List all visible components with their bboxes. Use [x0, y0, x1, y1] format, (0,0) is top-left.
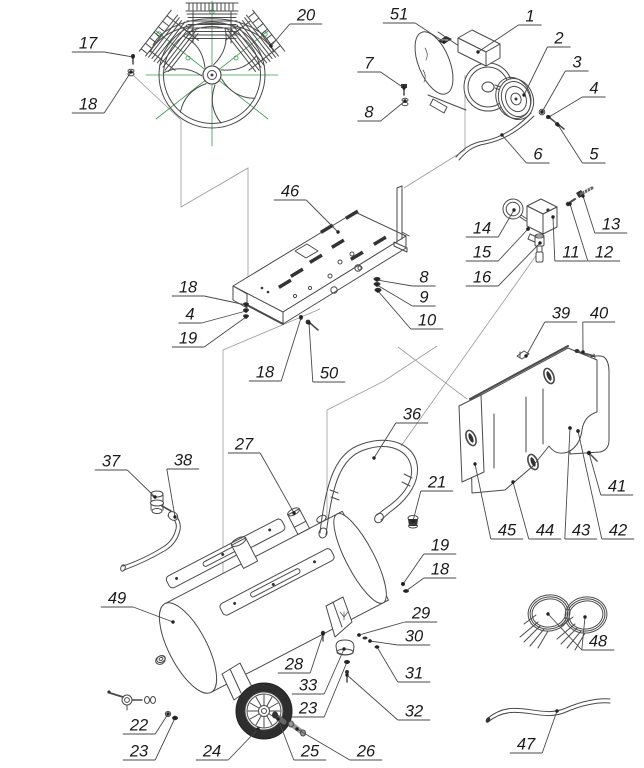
part-label-1 — [476, 8, 541, 54]
part-label-44 — [511, 480, 561, 539]
tank-assembly — [107, 440, 418, 739]
svg-text:36: 36 — [402, 405, 422, 424]
drive-belt — [456, 113, 534, 160]
part-label-8 — [375, 269, 435, 287]
svg-text:41: 41 — [607, 477, 627, 496]
tank-fittings — [401, 516, 418, 593]
part-label-50 — [307, 321, 345, 382]
svg-text:39: 39 — [551, 304, 571, 323]
svg-text:30: 30 — [404, 627, 424, 646]
part-label-7 — [357, 55, 405, 90]
svg-text:24: 24 — [202, 742, 222, 761]
svg-text:31: 31 — [404, 664, 424, 683]
svg-text:47: 47 — [516, 735, 536, 754]
tank-plug — [286, 506, 309, 534]
part-label-18 — [404, 561, 456, 593]
svg-text:32: 32 — [404, 702, 424, 721]
part-label-10 — [376, 289, 443, 329]
part-label-4 — [547, 80, 605, 119]
svg-text:12: 12 — [594, 243, 614, 262]
part-label-2 — [522, 30, 570, 97]
svg-text:8: 8 — [419, 268, 429, 287]
svg-text:50: 50 — [319, 364, 339, 383]
svg-text:20: 20 — [296, 6, 316, 25]
svg-text:22: 22 — [129, 716, 149, 735]
part-label-13 — [581, 194, 627, 233]
guard-main-panel — [470, 348, 597, 493]
svg-text:51: 51 — [389, 5, 409, 24]
terminal-box — [458, 30, 500, 66]
drain-tube — [485, 699, 610, 724]
svg-text:5: 5 — [589, 145, 599, 164]
part-label-22 — [123, 712, 170, 734]
svg-text:26: 26 — [356, 742, 376, 761]
svg-text:4: 4 — [589, 79, 599, 98]
part-label-27 — [228, 436, 296, 515]
part-label-38 — [167, 452, 199, 519]
part-label-30 — [368, 628, 430, 646]
svg-text:49: 49 — [107, 589, 127, 608]
svg-text:14: 14 — [472, 219, 492, 238]
svg-text:6: 6 — [533, 145, 543, 164]
part-label-6 — [500, 133, 549, 163]
svg-text:2: 2 — [554, 29, 564, 48]
svg-text:23: 23 — [129, 742, 149, 761]
air-hoses — [485, 592, 610, 724]
svg-text:7: 7 — [364, 54, 374, 73]
svg-text:13: 13 — [601, 215, 621, 234]
part-label-37 — [95, 453, 157, 499]
part-label-21 — [411, 474, 453, 523]
svg-text:10: 10 — [417, 311, 437, 330]
svg-text:28: 28 — [284, 655, 304, 674]
svg-text:18: 18 — [78, 95, 98, 114]
part-label-31 — [375, 645, 430, 682]
svg-text:46: 46 — [280, 182, 300, 201]
svg-text:17: 17 — [78, 34, 98, 53]
check-valve-elbow — [120, 491, 180, 572]
svg-text:45: 45 — [497, 521, 517, 540]
wheel — [236, 683, 292, 739]
svg-text:25: 25 — [300, 742, 320, 761]
drain-valve — [107, 654, 166, 710]
part-label-18 — [249, 316, 303, 381]
svg-text:19: 19 — [178, 329, 198, 348]
svg-text:23: 23 — [298, 699, 318, 718]
svg-text:43: 43 — [571, 521, 591, 540]
pump-assembly — [128, 1, 285, 146]
svg-text:16: 16 — [472, 268, 492, 287]
svg-text:40: 40 — [589, 304, 609, 323]
svg-text:29: 29 — [411, 604, 431, 623]
svg-text:27: 27 — [234, 435, 254, 454]
mounting-plate — [233, 186, 409, 330]
svg-text:44: 44 — [535, 521, 555, 540]
svg-text:19: 19 — [430, 536, 450, 555]
svg-text:9: 9 — [419, 288, 429, 307]
svg-text:18: 18 — [255, 363, 275, 382]
svg-text:37: 37 — [101, 452, 121, 471]
svg-text:11: 11 — [562, 243, 580, 262]
part-label-3 — [540, 54, 588, 114]
part-label-8 — [357, 99, 406, 121]
svg-text:18: 18 — [430, 560, 450, 579]
part-label-19 — [172, 315, 248, 347]
part-label-40 — [581, 305, 615, 354]
svg-text:8: 8 — [364, 103, 374, 122]
svg-text:42: 42 — [608, 521, 628, 540]
svg-text:33: 33 — [298, 676, 318, 695]
motor-rear-cap — [407, 27, 460, 100]
svg-text:15: 15 — [472, 243, 492, 262]
motor-assembly — [401, 27, 564, 160]
svg-text:21: 21 — [427, 473, 447, 492]
svg-text:18: 18 — [178, 278, 198, 297]
part-label-18 — [72, 70, 133, 113]
svg-text:38: 38 — [173, 451, 193, 470]
part-label-9 — [375, 283, 435, 306]
part-label-17 — [72, 35, 135, 59]
svg-text:4: 4 — [185, 305, 195, 324]
part-label-4 — [178, 306, 247, 324]
svg-text:1: 1 — [525, 7, 535, 26]
svg-text:3: 3 — [572, 53, 582, 72]
svg-text:48: 48 — [588, 632, 608, 651]
